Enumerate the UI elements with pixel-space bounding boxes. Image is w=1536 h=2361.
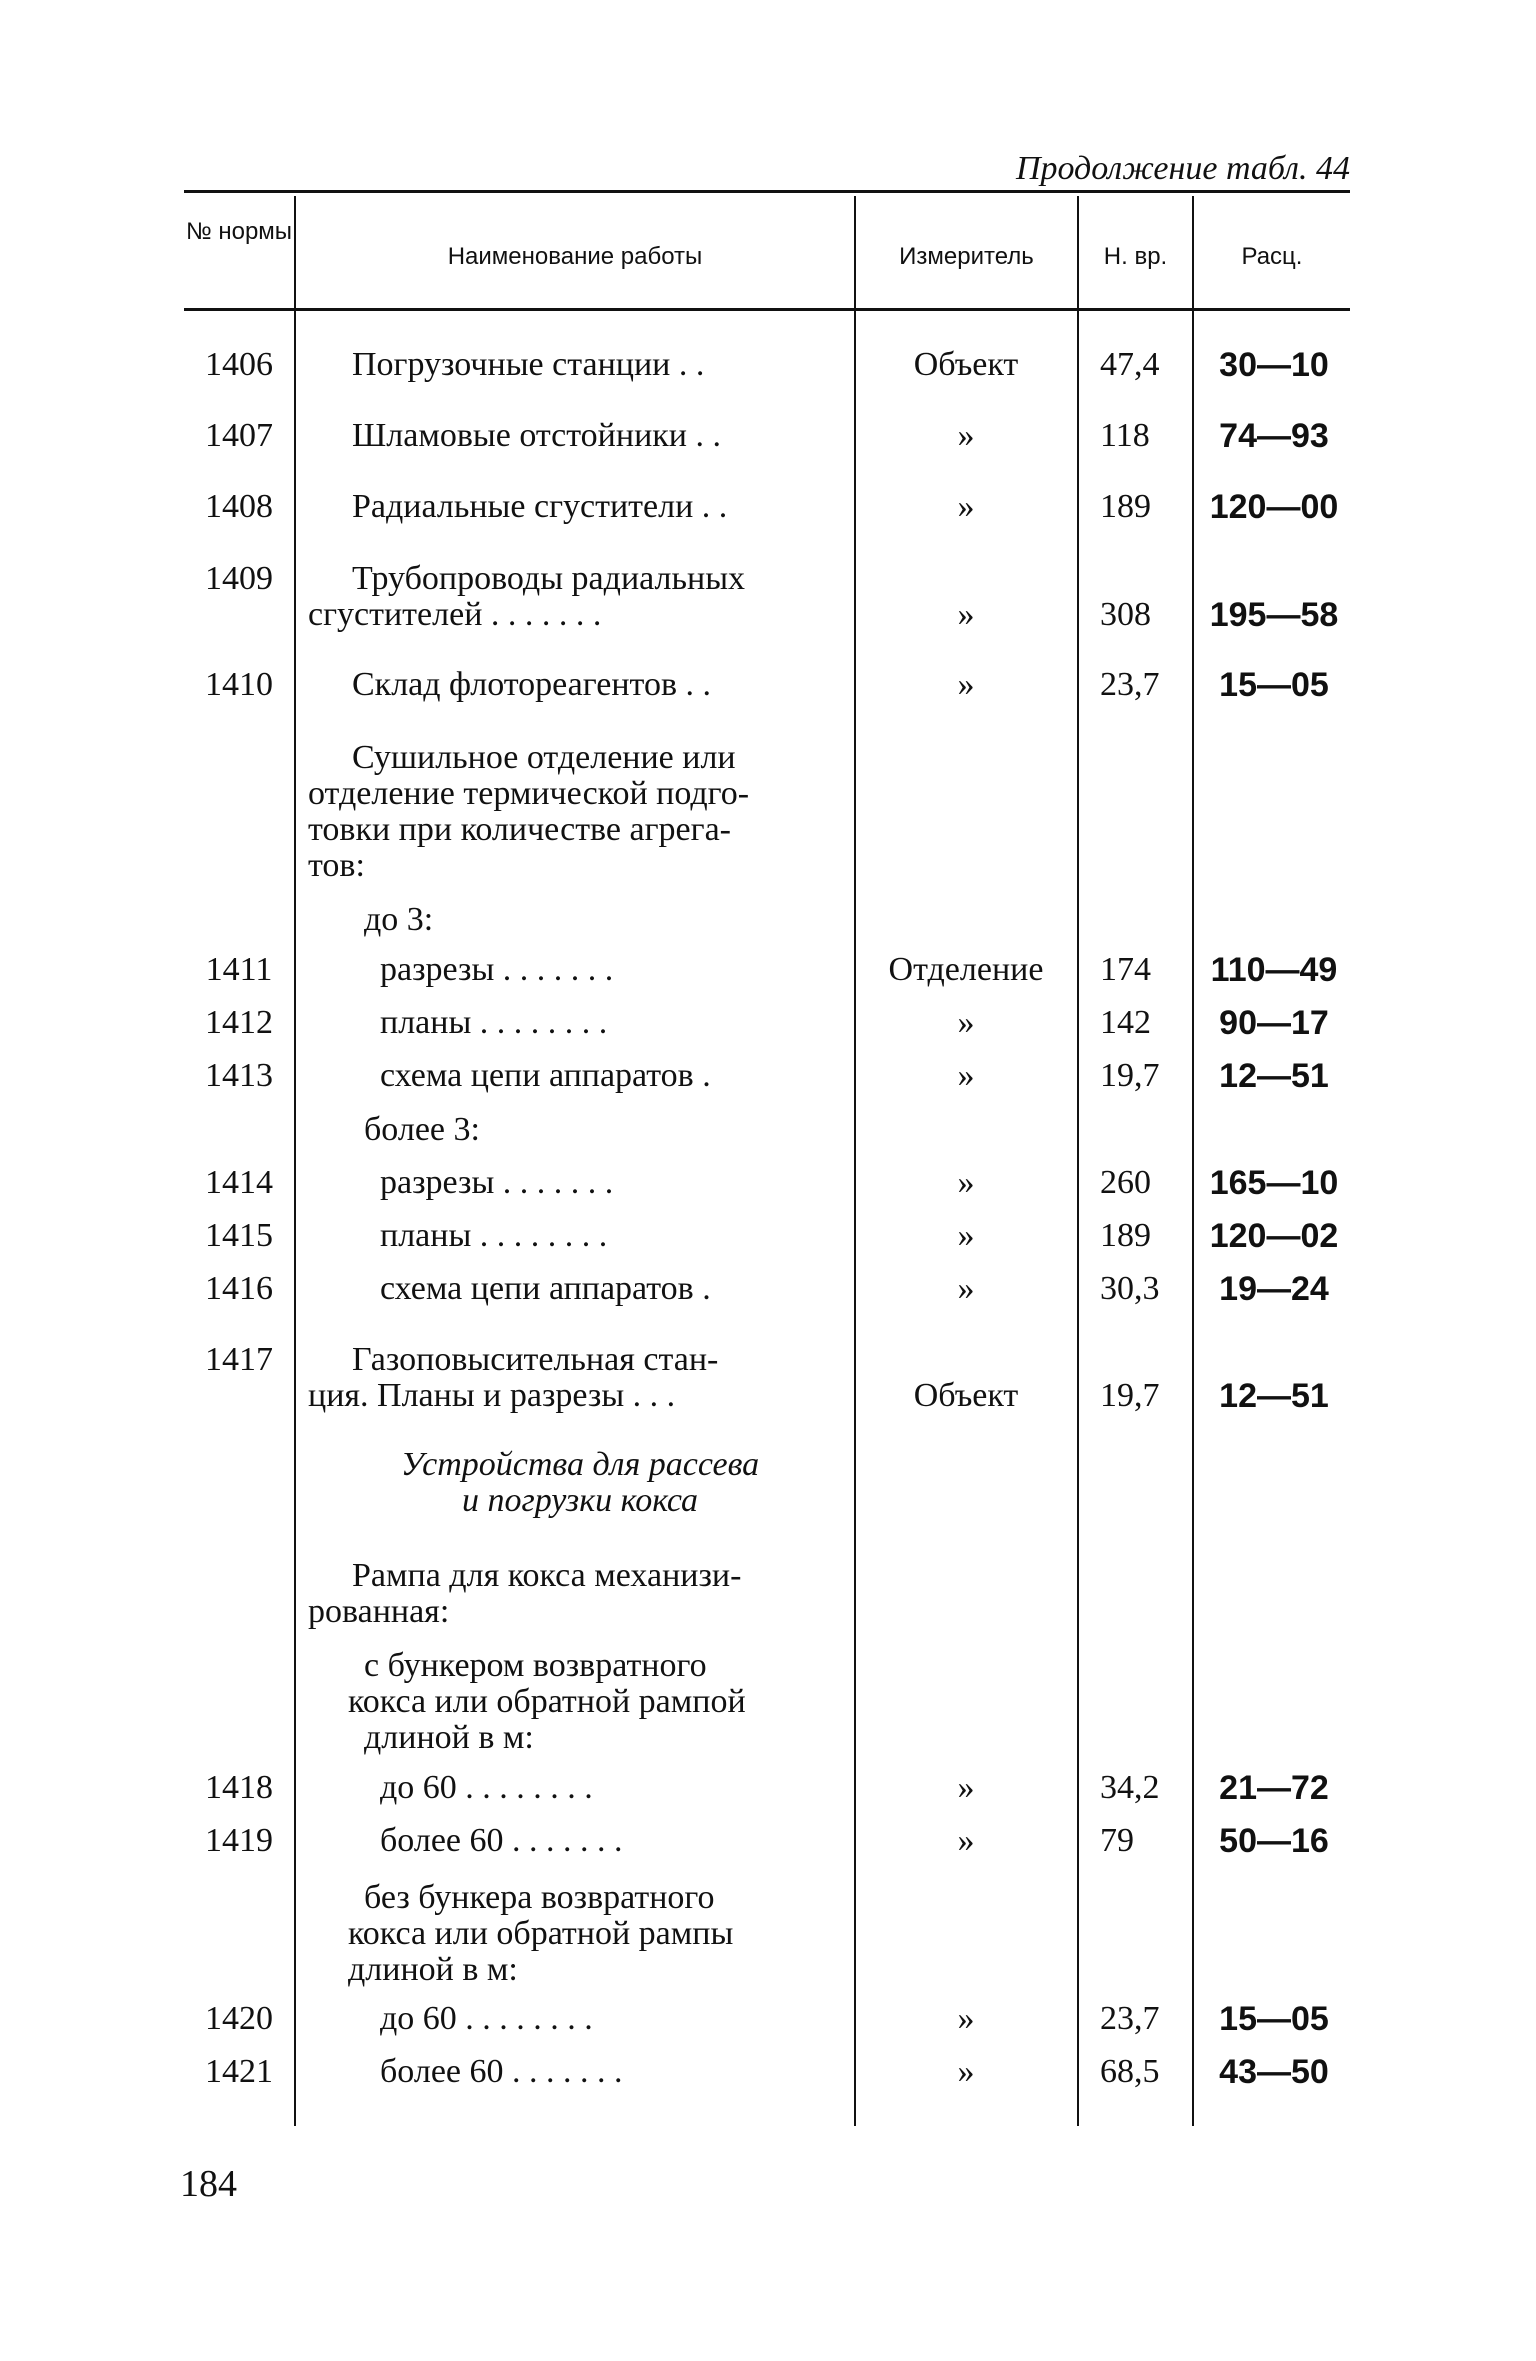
row-price: 90—17 <box>1219 1004 1329 1042</box>
row-num: 1416 <box>205 1270 273 1307</box>
row-price: 21—72 <box>1219 1769 1329 1807</box>
header-bottom-rule <box>184 308 1350 311</box>
row-name: планы . . . . . . . . <box>380 1217 608 1254</box>
row-unit: » <box>957 417 975 454</box>
header-num: № нормы <box>185 218 293 245</box>
row-unit: » <box>957 596 975 633</box>
row-hours: 68,5 <box>1100 2053 1160 2090</box>
row-hours: 118 <box>1100 417 1150 454</box>
row-name: до 60 . . . . . . . . <box>380 2000 593 2037</box>
row-hours: 189 <box>1100 1217 1151 1254</box>
row-name: более 60 . . . . . . . <box>380 1822 623 1859</box>
col-divider-1 <box>294 196 296 2126</box>
row-num: 1409 <box>205 560 273 597</box>
row-name-line2: сгустителей . . . . . . . <box>308 596 602 633</box>
header-hours: Н. вр. <box>1103 243 1168 270</box>
row-unit: » <box>957 1057 975 1094</box>
section-title: Устройства для рассева и погрузки кокса <box>400 1446 760 1519</box>
row-unit: Объект <box>913 1377 1019 1414</box>
row-name: Шламовые отстойники . . <box>352 417 721 454</box>
row-name-line2: ция. Планы и разрезы . . . <box>308 1377 676 1414</box>
row-unit: » <box>957 1217 975 1254</box>
row-num: 1412 <box>205 1004 273 1041</box>
header-top-rule <box>184 190 1350 193</box>
row-num: 1419 <box>205 1822 273 1859</box>
row-name: Погрузочные станции . . <box>352 346 705 383</box>
row-price: 120—02 <box>1209 1217 1339 1255</box>
row-price: 30—10 <box>1219 346 1329 384</box>
header-name: Наименование работы <box>447 243 703 270</box>
row-hours: 30,3 <box>1100 1270 1160 1307</box>
row-hours: 174 <box>1100 951 1151 988</box>
row-unit: » <box>957 488 975 525</box>
row-name-line1: Трубопроводы радиальных <box>352 560 746 597</box>
table-caption: Продолжение табл. 44 <box>1015 150 1350 187</box>
row-unit: Объект <box>913 346 1019 383</box>
row-num: 1417 <box>205 1341 273 1378</box>
col-divider-3 <box>1077 196 1079 2126</box>
row-unit: » <box>957 1769 975 1806</box>
row-num: 1415 <box>205 1217 273 1254</box>
row-unit: » <box>957 1822 975 1859</box>
row-unit: » <box>957 2053 975 2090</box>
row-hours: 260 <box>1100 1164 1151 1201</box>
row-hours: 189 <box>1100 488 1151 525</box>
row-num: 1407 <box>205 417 273 454</box>
row-name: схема цепи аппаратов . <box>380 1270 711 1307</box>
row-unit: » <box>957 1164 975 1201</box>
row-name: разрезы . . . . . . . <box>380 951 614 988</box>
header-price: Расц. <box>1241 243 1303 270</box>
row-hours: 142 <box>1100 1004 1151 1041</box>
row-hours: 79 <box>1100 1822 1134 1859</box>
row-price: 15—05 <box>1219 666 1329 704</box>
row-hours: 308 <box>1100 596 1151 633</box>
row-price: 12—51 <box>1219 1377 1329 1415</box>
row-hours: 23,7 <box>1100 2000 1160 2037</box>
row-num: 1414 <box>205 1164 273 1201</box>
row-price: 50—16 <box>1219 1822 1329 1860</box>
row-unit: » <box>957 1270 975 1307</box>
row-name: планы . . . . . . . . <box>380 1004 608 1041</box>
row-num: 1408 <box>205 488 273 525</box>
row-hours: 19,7 <box>1100 1377 1160 1414</box>
row-name: Радиальные сгустители . . <box>352 488 728 525</box>
row-price: 15—05 <box>1219 2000 1329 2038</box>
row-hours: 47,4 <box>1100 346 1160 383</box>
row-num: 1410 <box>205 666 273 703</box>
row-hours: 23,7 <box>1100 666 1160 703</box>
row-name: более 60 . . . . . . . <box>380 2053 623 2090</box>
row-num: 1411 <box>205 951 273 988</box>
row-name: до 60 . . . . . . . . <box>380 1769 593 1806</box>
row-price: 43—50 <box>1219 2053 1329 2091</box>
row-num: 1413 <box>205 1057 273 1094</box>
row-hours: 19,7 <box>1100 1057 1160 1094</box>
row-price: 12—51 <box>1219 1057 1329 1095</box>
row-num: 1421 <box>205 2053 273 2090</box>
col-divider-4 <box>1192 196 1194 2126</box>
row-name-line1: Газоповысительная стан- <box>352 1341 719 1378</box>
row-unit: » <box>957 2000 975 2037</box>
row-unit: » <box>957 1004 975 1041</box>
row-name: разрезы . . . . . . . <box>380 1164 614 1201</box>
row-price: 110—49 <box>1210 951 1338 989</box>
row-name: схема цепи аппаратов . <box>380 1057 711 1094</box>
page-number: 184 <box>180 2163 237 2205</box>
row-unit: Отделение <box>888 951 1044 988</box>
row-unit: » <box>957 666 975 703</box>
row-price: 120—00 <box>1209 488 1339 526</box>
row-price: 19—24 <box>1219 1270 1329 1308</box>
row-name: Склад флотореагентов . . <box>352 666 712 703</box>
row-num: 1418 <box>205 1769 273 1806</box>
row-hours: 34,2 <box>1100 1769 1160 1806</box>
row-num: 1406 <box>205 346 273 383</box>
header-unit: Измеритель <box>899 243 1034 270</box>
row-num: 1420 <box>205 2000 273 2037</box>
row-price: 195—58 <box>1209 596 1339 634</box>
row-price: 165—10 <box>1209 1164 1339 1202</box>
row-price: 74—93 <box>1219 417 1329 455</box>
